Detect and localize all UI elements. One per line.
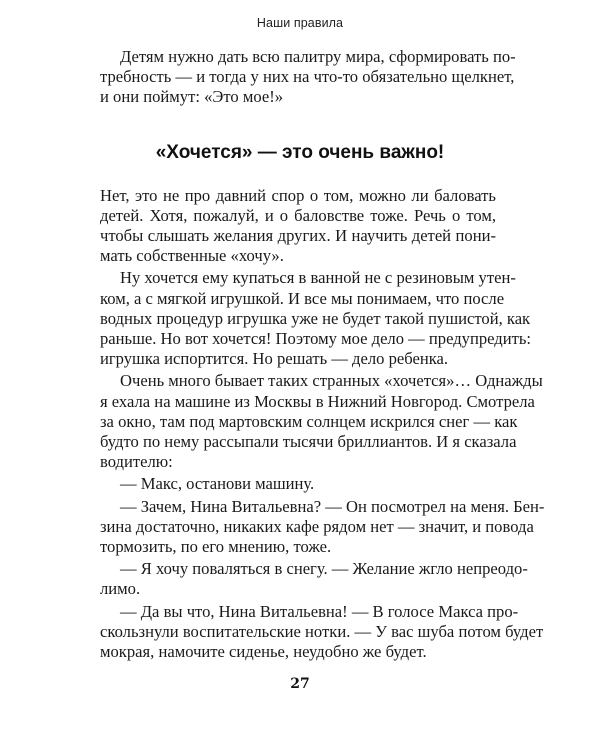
page-number: 27	[290, 676, 310, 692]
text-line: Детям нужно дать всю палитру мира, сформировать по-	[120, 47, 516, 66]
text-line: ком, а с мягкой игрушкой. И все мы понимаем, что после	[100, 289, 505, 308]
text-line: лимо.	[100, 579, 141, 598]
text-line: Очень много бывает таких странных «хочется»… Однажды	[120, 371, 543, 390]
dialogue-line: — Макс, останови машину.	[120, 474, 315, 493]
text-line: раньше. Но вот хочется! Поэтому мое дело — предупредить:	[100, 329, 532, 348]
text-line: водителю:	[100, 452, 173, 471]
text-line: и они поймут: «Это мое!»	[100, 87, 284, 106]
text-line: скользнули воспитательские нотки. — У вас шуба потом будет	[100, 622, 544, 641]
text-line: зина достаточно, никаких кафе рядом нет — значит, и повода	[100, 517, 534, 536]
text-line: Ну хочется ему купаться в ванной не с резиновым утен-	[120, 268, 516, 287]
text-line: за окно, там под мартовским солнцем искрился снег — как	[100, 412, 518, 431]
text-line: я ехала на машине из Москвы в Нижний Новгород. Смотрела	[100, 392, 535, 411]
section-heading: «Хочется» — это очень важно!	[155, 141, 445, 163]
text-line: Нет, это не про давний спор о том, можно ли баловать	[100, 186, 496, 205]
text-line: тормозить, по его мнению, тоже.	[100, 537, 332, 556]
text-line: мать собственные «хочу».	[100, 246, 284, 265]
text-line: требность — и тогда у них на что-то обязательно щелкнет,	[100, 67, 515, 86]
text-line: детей. Хотя, пожалуй, и о баловстве тоже. Речь о том,	[100, 206, 496, 225]
dialogue-line: — Я хочу поваляться в снегу. — Желание жгло непреодо-	[120, 559, 528, 578]
dialogue-line: — Зачем, Нина Витальевна? — Он посмотрел на меня. Бен-	[120, 497, 545, 516]
text-line: игрушка испортится. Но решать — дело ребенка.	[100, 349, 449, 368]
dialogue-line: — Да вы что, Нина Витальевна! — В голосе Макса про-	[120, 602, 519, 621]
text-line: чтобы слышать желания других. И научить детей пони-	[100, 226, 496, 245]
text-line: водных процедур игрушка уже не будет такой пушистой, как	[100, 309, 531, 328]
running-header: Наши правила	[256, 16, 344, 30]
text-line: будто по нему рассыпали тысячи бриллиантов. И я сказала	[100, 432, 517, 451]
text-line: мокрая, намочите сиденье, неудобно же будет.	[100, 642, 427, 661]
